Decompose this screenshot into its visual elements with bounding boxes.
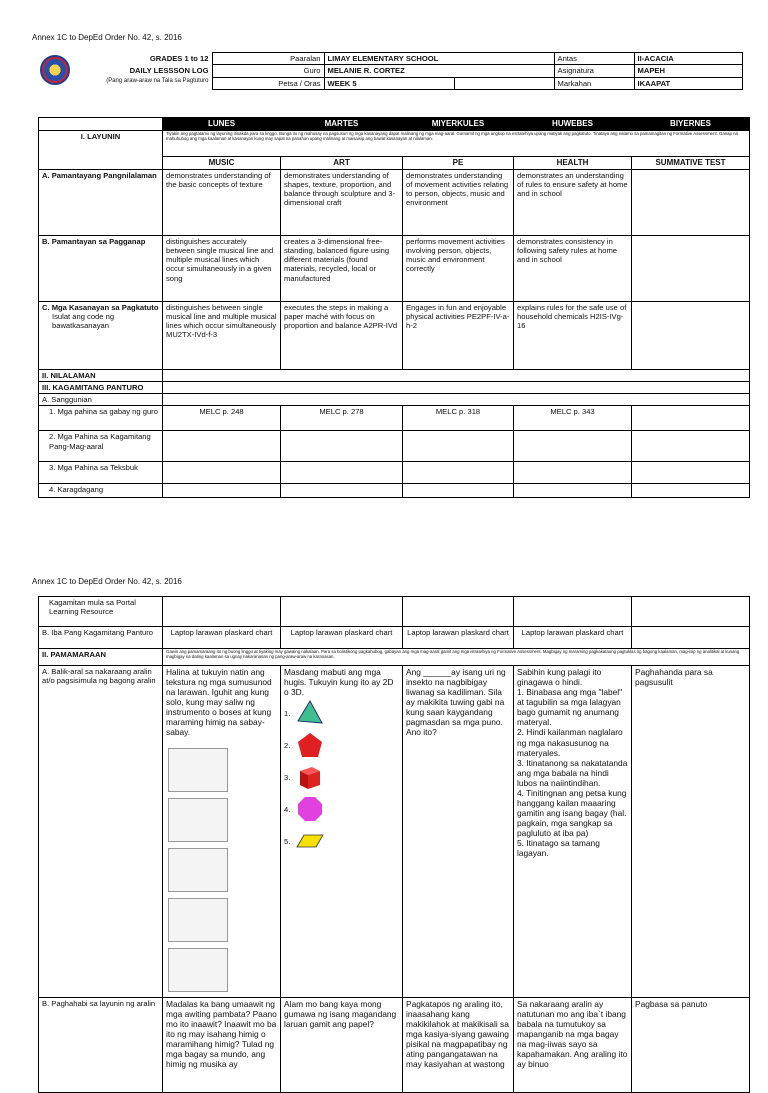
cell: demonstrates understanding of the basic concepts of texture — [163, 169, 281, 235]
sanggunian-label: A. Sanggunian — [39, 394, 163, 406]
pyramid-icon — [296, 699, 324, 727]
antas-value: II-ACACIA — [634, 53, 742, 65]
cell: executes the steps in making a paper maché with focus on proportion and balance A2PR-IVd — [281, 301, 403, 369]
row-label: B. Pamantayan sa Pagganap — [39, 235, 163, 301]
balik-summative: Paghahanda para sa pagsusulit — [632, 666, 750, 998]
day-huwebes: HUWEBES — [514, 118, 632, 131]
header-table — [32, 52, 743, 90]
cell — [632, 627, 750, 649]
paaralan-label: Paaralan — [212, 53, 324, 65]
cell — [632, 235, 750, 301]
row-label: C. Mga Kasanayan sa Pagkatuto — [42, 302, 159, 312]
octagon-icon — [296, 795, 324, 823]
shape-item — [284, 729, 399, 761]
dll-table-page1 — [38, 117, 750, 498]
cell — [632, 406, 750, 431]
cell: Laptop larawan plaskard chart — [514, 627, 632, 649]
kagamitan-label: III. KAGAMITANG PANTURO — [39, 381, 163, 393]
shape-item — [284, 697, 399, 729]
day-miyerkules: MIYERKULES — [403, 118, 514, 131]
music-images — [166, 746, 277, 996]
balik-health: Sabihin kung palagi ito ginagawa o hindi. 1. Binabasa ang mga "label" at tagubilin sa mga lalagyan bago gumamit ng anumang materyal. 2. Hindi kailanman naglalaro ng mga nakasusunog na materyales. 3. Itinatanong sa nakatatanda ang mga babala na hindi lubos na naiintindihan. 4. Tinitingnan ang petsa kung hanggang kailan maaaring gamitin ang isang bagay (hal. pagkain, mga sangkap sa pagluluto at iba pa) 5. Itinatago sa tamang lagayan. — [514, 666, 632, 998]
grades: GRADES 1 to 12 — [149, 53, 209, 63]
subject-art: ART — [281, 156, 403, 169]
cell: MELC p. 318 — [403, 406, 514, 431]
shape-number: 3. — [284, 772, 291, 782]
sub-row-label: 3. Mga Pahina sa Teksbuk — [39, 462, 163, 484]
pamamaraan-note: Gawin ang pamamaraang ito ng buong linggo at tiyaking may gawaing nakalaan. Para sa holistikong pagkahubog, gabayan ang mga mag-aaral gamit ang mga istratehiya ng Formative Assessment. Magbigay ng maraming pagkakataong pagtuklas ng bagong kaalaman, mag-isip ng analitikal at kusang magbigay na dating kaalaman sa ugnay nakaranasan ng pang-araw-araw na karanasan. — [163, 649, 750, 666]
band-image — [168, 848, 228, 892]
cell: distinguishes accurately between single musical line and multiple musical lines which occur simultaneously in a given song — [163, 235, 281, 301]
paghahabi-pe: Pagkatapos ng araling ito, inaasahang kang makikilahok at makikisali sa mga kasiya-siyang gawaing pisikal na magpapatibay ng ating pangangatawan na may kasiyahan at wastong — [403, 997, 514, 1092]
subject-pe: PE — [403, 156, 514, 169]
cell: demonstrates consistency in following safety rules at home and in school — [514, 235, 632, 301]
paghahabi-music: Madalas ka bang umaawit ng mga awiting pambata? Paano mo ito inaawit? Inaawit mo ba ito ng may isahang himig o maramihang himig? Tulad ng mga bagay sa mundo, ang himig ng musika ay — [163, 997, 281, 1092]
cell: MELC p. 248 — [163, 406, 281, 431]
day-biyernes: BIYERNES — [632, 118, 750, 131]
sub-row-label: 4. Karagdagang — [39, 484, 163, 498]
subject-health: HEALTH — [514, 156, 632, 169]
annex-title-page2: Annex 1C to DepEd Order No. 42, s. 2016 — [32, 577, 182, 586]
log-sub: (Pang araw-araw na Tala sa Pagtuturo — [106, 78, 209, 84]
layunin-label: I. LAYUNIN — [39, 130, 163, 169]
child-instrument-image — [168, 798, 228, 842]
log-title: DAILY LESSSON LOG — [129, 65, 209, 75]
cell: creates a 3-dimensional free-standing, balanced figure using different materials (found materials, recycled, local or manufactured — [281, 235, 403, 301]
cell: Laptop larawan plaskard chart — [163, 627, 281, 649]
asignatura-label: Asignatura — [554, 65, 634, 77]
subject-music: MUSIC — [163, 156, 281, 169]
antas-label: Antas — [554, 53, 634, 65]
cell: Laptop larawan plaskard chart — [403, 627, 514, 649]
shape-number: 4. — [284, 804, 291, 814]
iba-label: B. Iba Pang Kagamitang Panturo — [39, 627, 163, 649]
paaralan-value: LIMAY ELEMENTARY SCHOOL — [324, 53, 554, 65]
balik-label: A. Balik-aral sa nakaraang aralin at/o pagsisimula ng bagong aralin — [39, 666, 163, 998]
balik-art: Masdang mabuti ang mga hugis. Tukuyin kung ito ay 2D o 3D. — [284, 667, 394, 698]
cell — [632, 301, 750, 369]
pentagon-icon — [296, 731, 324, 759]
sub-row-label: 1. Mga pahina sa gabay ng guro — [39, 406, 163, 431]
pamamaraan-label: II. PAMAMARAAN — [39, 649, 163, 666]
petsa-value: WEEK 5 — [324, 77, 454, 89]
paghahabi-art: Alam mo bang kaya mong gumawa ng isang magandang laruan gamit ang papel? — [281, 997, 403, 1092]
balik-music: Halina at tukuyin natin ang tekstura ng mga sumusunod na larawan. Iguhit ang kung solo, kung may saliw ng instrumento o boses at kung maraming himig na sabay-sabay. — [166, 667, 272, 738]
cell: MELC p. 278 — [281, 406, 403, 431]
nilalaman-label: II. NILALAMAN — [39, 369, 163, 381]
shape-number: 5. — [284, 836, 291, 846]
cell: Laptop larawan plaskard chart — [281, 627, 403, 649]
paghahabi-label: B. Paghahabi sa layunin ng aralin — [39, 997, 163, 1092]
children-singing-image — [168, 748, 228, 792]
markahan-value: IKAAPAT — [634, 77, 742, 89]
shape-item — [284, 825, 399, 857]
shape-number: 2. — [284, 740, 291, 750]
shape-item — [284, 793, 399, 825]
parallelogram-icon — [296, 827, 324, 855]
cell: demonstrates understanding of movement activities relating to person, objects, music and environment — [403, 169, 514, 235]
cube-icon — [296, 763, 324, 791]
guro-value: MELANIE R. CORTEZ — [324, 65, 554, 77]
subject-summative: SUMMATIVE TEST — [632, 156, 750, 169]
balik-pe: Ang ______ay isang uri ng insekto na nagbibigay liwanag sa kadiliman. Sila ay makikita tuwing gabi na kung saan kaygandang pagmasdan sa mga puno. Ano ito? — [403, 666, 514, 998]
row-sublabel: Isulat ang code ng bawatkasanayan — [52, 311, 115, 330]
layunin-note: Tiyakin ang pagtatamo ng layuning itinakda para sa linggo. Bunga ito ng mahusay na pagsusuri ng mga kasanayang dapat malinang ng mga mag-aaral. Gumamit ng mga angkop na estratehiya upang matiyak ang pagkatuto. Tinataya ang natamo sa pamamagitan ng Formative Assessment. Ganap na mahuhubog ang mga kaalaman at kasanayan kung may sapat na panahon upang malinang at maisaisip ang bawat kasanayan at nilalaman. — [163, 130, 750, 156]
cell: explains rules for the safe use of household chemicals H2IS-IVg-16 — [514, 301, 632, 369]
cell: demonstrates understanding of shapes, texture, proportion, and balance through sculpture and 3- dimensional craft — [281, 169, 403, 235]
markahan-label: Markahan — [554, 77, 634, 89]
paghahabi-summative: Pagbasa sa panuto — [632, 997, 750, 1092]
sub-row-label: 2. Mga Pahina sa Kagamitang Pang-Mag-aaral — [39, 431, 163, 462]
cell: distinguishes between single musical line and multiple musical lines which occur simultaneously MU2TX-IVd-f-3 — [163, 301, 281, 369]
cell: demonstrates an understanding of rules to ensure safety at home and in school — [514, 169, 632, 235]
paghahabi-health: Sa nakaraang aralin ay natutunan mo ang iba`t ibang babala na tumutukoy sa mapanganib na mga bagay na mag-iiwas sayo sa kapahamakan. Ang araling ito ay binuo — [514, 997, 632, 1092]
karagdagang-cont: Kagamitan mula sa Portal Learning Resource — [39, 597, 163, 627]
day-martes: MARTES — [281, 118, 403, 131]
singer-image — [168, 898, 228, 942]
annex-title: Annex 1C to DepEd Order No. 42, s. 2016 — [32, 33, 182, 42]
asignatura-value: MAPEH — [634, 65, 742, 77]
shape-item — [284, 761, 399, 793]
cell: MELC p. 343 — [514, 406, 632, 431]
day-lunes: LUNES — [163, 118, 281, 131]
shape-number: 1. — [284, 708, 291, 718]
cell: Engages in fun and enjoyable physical activities PE2PF-IV-a-h-2 — [403, 301, 514, 369]
row-label: A. Pamantayang Pangnilalaman — [39, 169, 163, 235]
dll-table-page2 — [38, 596, 750, 1093]
cell — [632, 169, 750, 235]
petsa-label: Petsa / Oras — [212, 77, 324, 89]
group-image — [168, 948, 228, 992]
cell: performs movement activities involving person, objects, music and environment correctly — [403, 235, 514, 301]
guro-label: Guro — [212, 65, 324, 77]
